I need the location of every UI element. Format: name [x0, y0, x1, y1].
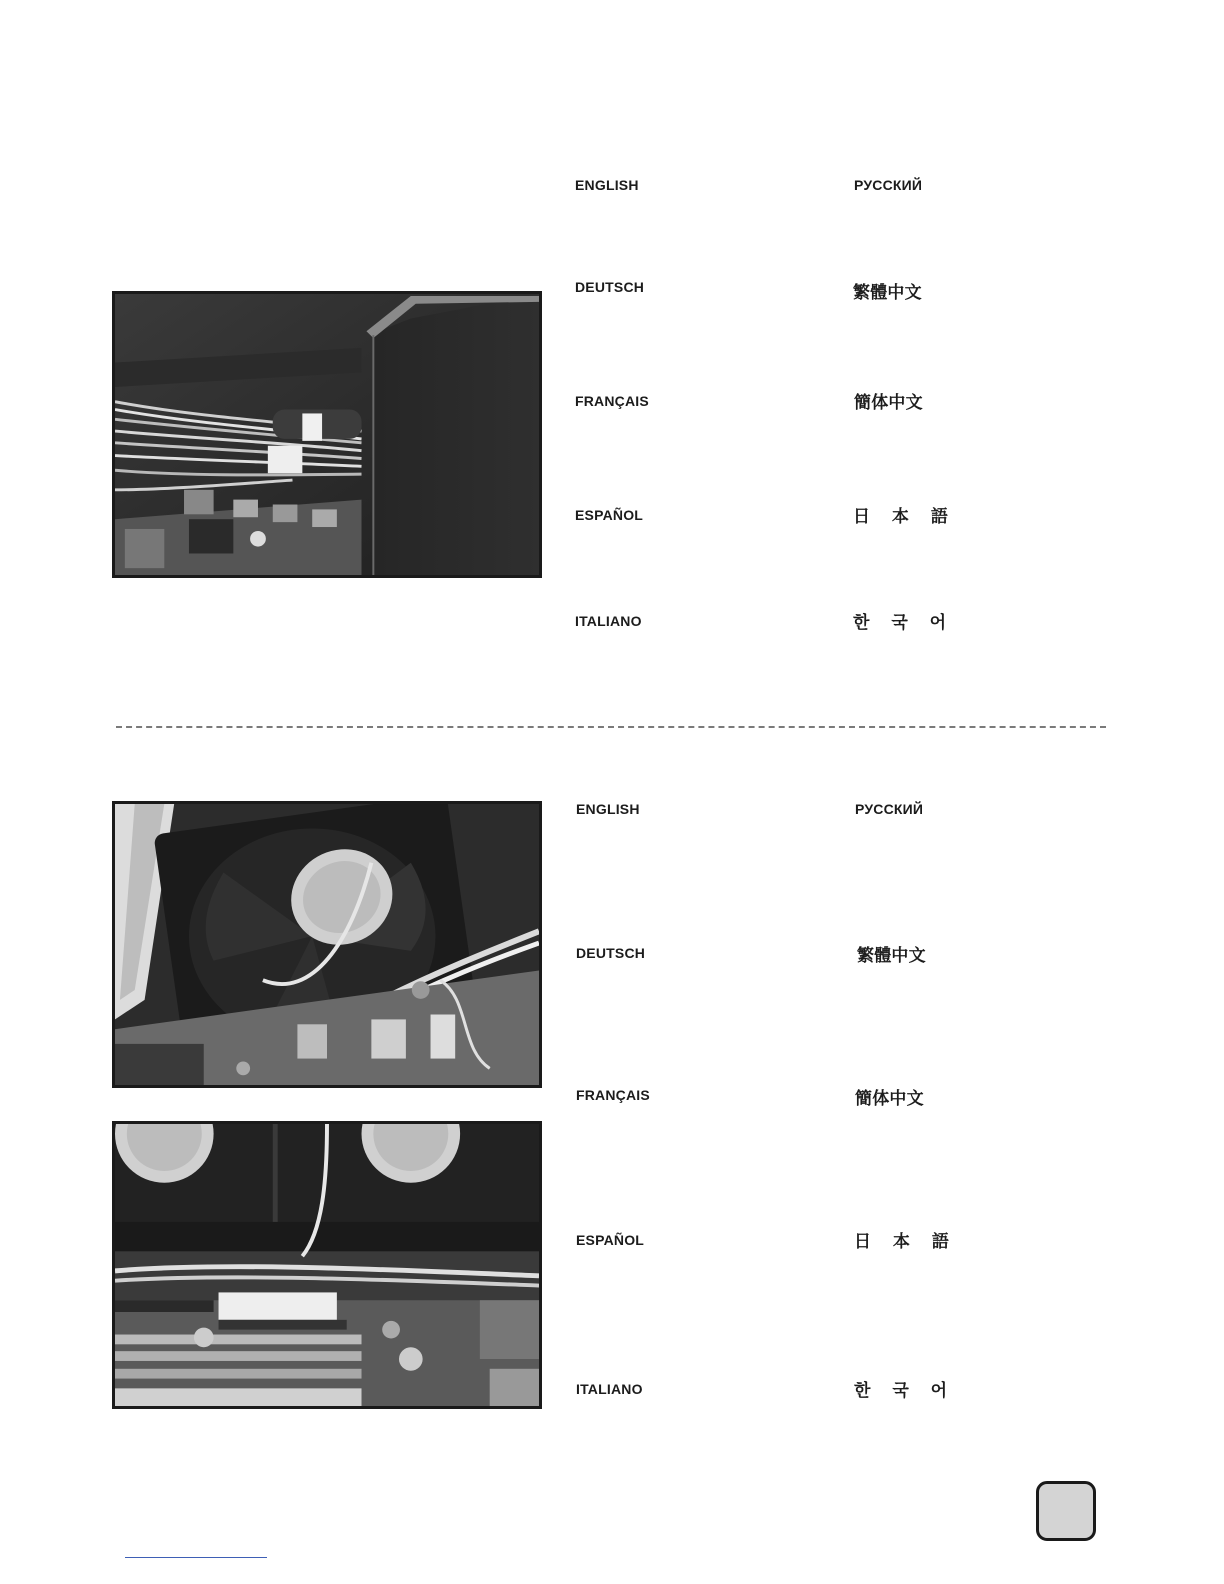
s2-lang-francais: FRANÇAIS: [576, 1087, 650, 1103]
s1-lang-simplified-chinese: 簡体中文: [854, 393, 923, 413]
photo-dual-fan-motherboard: [112, 1121, 542, 1409]
s2-lang-espanol: ESPAÑOL: [576, 1232, 645, 1248]
photo-cable-routing: [112, 291, 542, 578]
s1-lang-francais: FRANÇAIS: [575, 393, 649, 409]
s1-lang-deutsch: DEUTSCH: [575, 279, 645, 295]
s2-lang-deutsch: DEUTSCH: [576, 945, 646, 961]
s1-lang-japanese: 日 本 語: [853, 507, 956, 527]
s1-lang-english: ENGLISH: [575, 177, 639, 193]
s1-lang-traditional-chinese: 繁體中文: [853, 283, 922, 303]
footer-rule: [125, 1557, 267, 1558]
section-divider: [116, 726, 1106, 728]
s2-lang-traditional-chinese: 繁體中文: [857, 946, 926, 966]
s1-lang-italiano: ITALIANO: [575, 613, 642, 629]
s2-lang-korean: 한 국 어: [854, 1381, 956, 1401]
s1-lang-russian: РУССКИЙ: [854, 177, 923, 193]
s1-lang-korean: 한 국 어: [853, 613, 955, 633]
s2-lang-japanese: 日 本 語: [854, 1232, 957, 1252]
photo-fan-cable: [112, 801, 542, 1088]
s2-lang-italiano: ITALIANO: [576, 1381, 643, 1397]
s2-lang-simplified-chinese: 簡体中文: [855, 1089, 924, 1109]
s2-lang-russian: РУССКИЙ: [855, 801, 924, 817]
s1-lang-espanol: ESPAÑOL: [575, 507, 644, 523]
s2-lang-english: ENGLISH: [576, 801, 640, 817]
page-number-box: [1036, 1481, 1096, 1541]
